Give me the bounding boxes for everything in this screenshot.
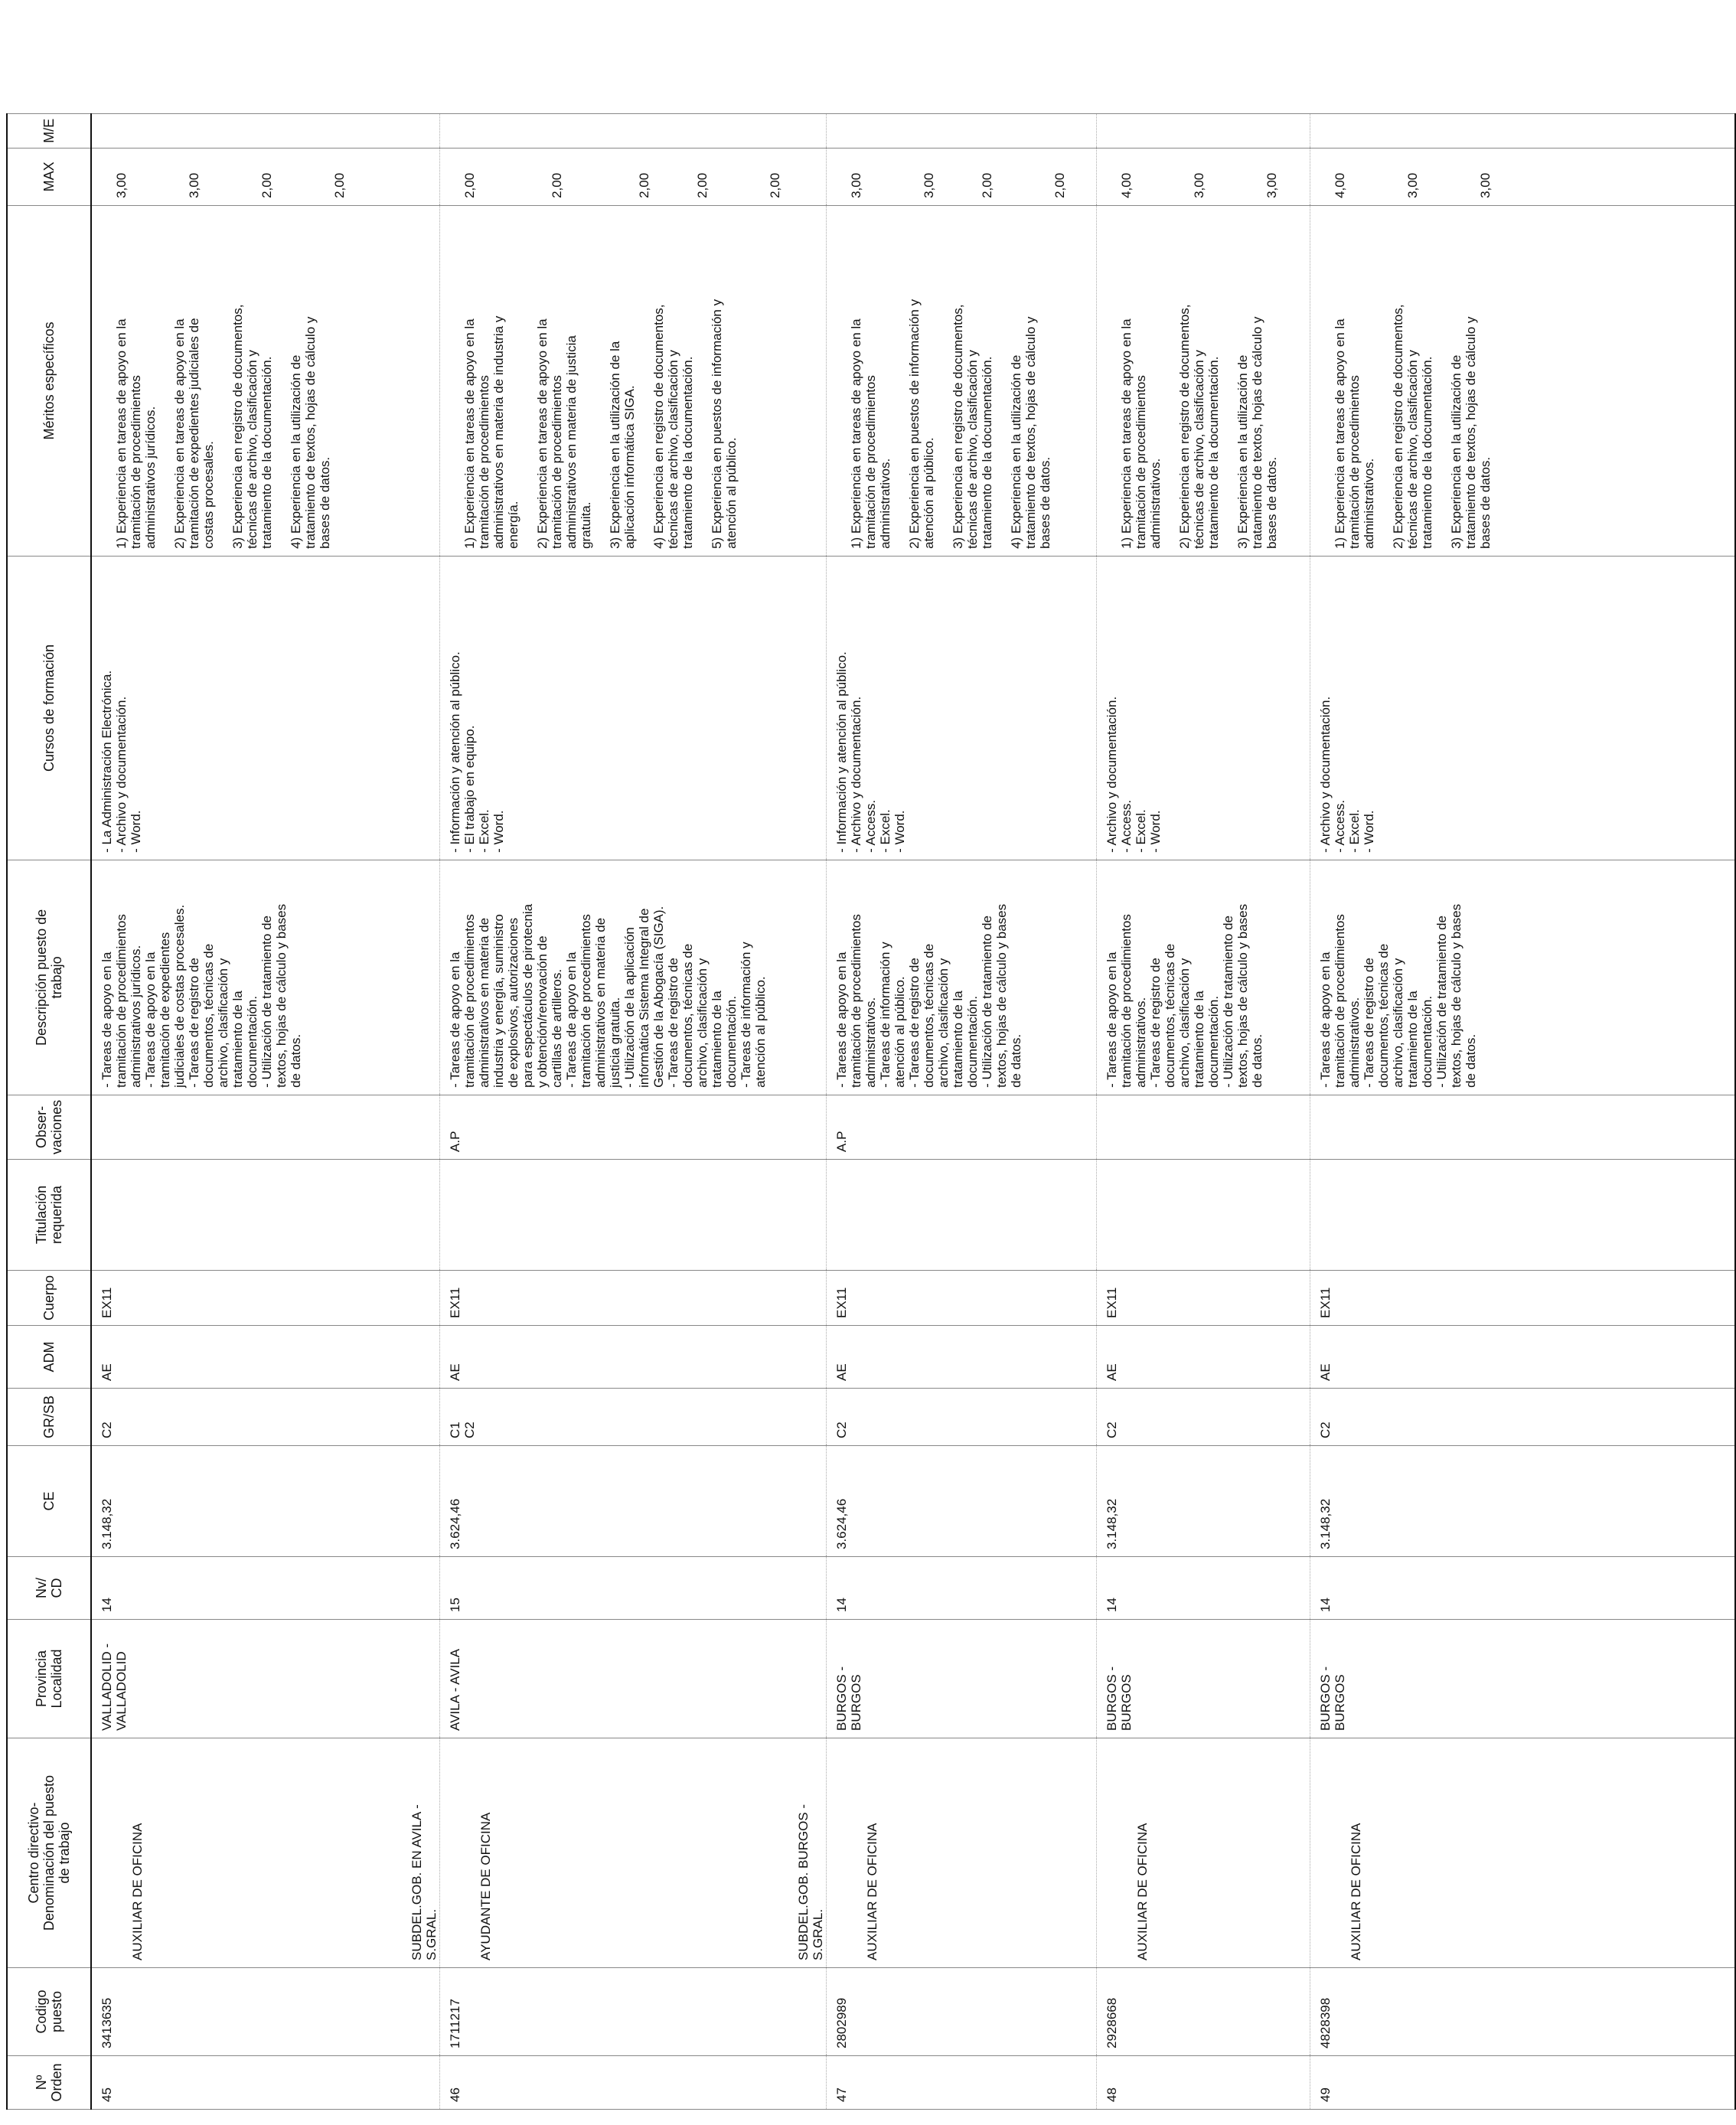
max-value: 2,00 [550,172,564,198]
cell-titulacion [91,1159,440,1270]
cell-centro [1097,1738,1310,1968]
cell-cursos: - Archivo y documentación. - Access. - Excel. - Word. [1310,556,1736,860]
table-row [91,113,440,2109]
merito-item: 2) Experiencia en tareas de apoyo en la tramitación de expedientes judiciales de costas procesales. [172,318,216,549]
header-grupo: GR/SB [7,1389,91,1446]
merito-item: 3) Experiencia en la utilización de tratamiento de textos, hojas de cálculo y bases de datos. [1235,316,1279,549]
centro-directivo: SUBDEL.GOB. BURGOS - S.GRAL. [796,1803,825,1960]
cell-centro [796,1738,1097,1968]
max-value: 3,00 [114,172,129,198]
cell-observaciones: A.P [827,1095,1097,1159]
cell-descripcion: - Tareas de apoyo en la tramitación de procedimientos administrativos. - Tareas de información y atención al público. - Tareas de registro de documentos, técnicas de archivo, clasificación y tratamiento de la documentación. - Utilización de tratamiento de textos, hojas de cálculo y bases de datos. [827,860,1097,1095]
cell-max [1097,148,1310,205]
cell-codigo: 1711217 [440,1968,827,2056]
cell-grupo: C2 [1310,1389,1736,1446]
max-value: 2,00 [768,172,782,198]
cell-observaciones [1097,1095,1310,1159]
cell-nivel: 15 [440,1557,827,1620]
cell-centro [410,1738,827,1968]
merito-item: 4) Experiencia en registro de documentos, técnicas de archivo, clasificación y tratamiento de la documentación. [651,304,695,549]
cell-ce: 3.624,46 [827,1446,1097,1557]
cell-adm: AE [1097,1326,1310,1389]
cell-orden: 47 [827,2056,1097,2110]
cell-me [91,113,440,148]
table-row [1097,113,1310,2109]
cell-titulacion [827,1159,1097,1270]
cell-meritos [91,205,440,556]
header-cuerpo: Cuerpo [7,1270,91,1325]
cell-descripcion: - Tareas de apoyo en la tramitación de procedimientos administrativos. - Tareas de registro de documentos, técnicas de archivo, clasificación y tratamiento de la documentación. - Utilización de tratamiento de textos, hojas de cálculo y bases de datos. [1097,860,1310,1095]
merito-item: 1) Experiencia en tareas de apoyo en la tramitación de procedimientos administrativos jurídicos. [114,318,158,549]
cell-meritos [827,205,1097,556]
merito-item: 3) Experiencia en la utilización de la aplicación informática SIGA. [608,341,637,549]
max-value: 3,00 [1478,172,1493,198]
cell-provincia: BURGOS - BURGOS [1310,1620,1736,1738]
header-titulacion: Titulación requerida [7,1159,91,1270]
merito-item: 1) Experiencia en tareas de apoyo en la tramitación de procedimientos administrativos. [1119,318,1163,549]
max-value: 4,00 [1119,172,1134,198]
cell-cuerpo: EX11 [1097,1270,1310,1325]
cell-observaciones [91,1095,440,1159]
cell-centro [91,1738,440,1968]
denominacion: AUXILIAR DE OFICINA [1135,1823,1150,1960]
max-value: 4,00 [1333,172,1347,198]
cell-cursos: - Archivo y documentación. - Access. - Excel. - Word. [1097,556,1310,860]
cell-cuerpo: EX11 [91,1270,440,1325]
cell-adm: AE [827,1326,1097,1389]
cell-cursos: - Información y atención al público. - El trabajo en equipo. - Excel. - Word. [440,556,827,860]
table-body [91,113,1735,2109]
max-value: 2,00 [1052,172,1067,198]
cell-descripcion: - Tareas de apoyo en la tramitación de procedimientos administrativos en materia de industria y energía, suministro de explosivos, autorizaciones para espectáculos de pirotecnia y obtención/renovación de cartillas de artilleros. - Tareas de apoyo en la tramitación de procedimientos administrativos en materia de justicia gratuita. - Utilización de la aplicación informática Sistema Integral de Gestión de la Abogacía (SIGA). - Tareas de registro de documentos, técnicas de archivo, clasificación y tratamiento de la documentación. - Tareas de información y atención al público. [440,860,827,1095]
cell-nivel: 14 [827,1557,1097,1620]
header-provincia: Provincia Localidad [7,1620,91,1738]
centro-directivo: SUBDEL.GOB. EN AVILA - S.GRAL. [410,1804,439,1960]
max-value: 3,00 [1405,172,1420,198]
cell-grupo: C2 [827,1389,1097,1446]
header-ce: CE [7,1446,91,1557]
header-nivel: Nv/ CD [7,1557,91,1620]
cell-me [1097,113,1310,148]
header-adm: ADM [7,1326,91,1389]
cell-nivel: 14 [91,1557,440,1620]
cell-me [1310,113,1736,148]
cell-titulacion [1097,1159,1310,1270]
merito-item: 3) Experiencia en la utilización de tratamiento de textos, hojas de cálculo y bases de datos. [1449,316,1493,549]
cell-grupo: C2 [91,1389,440,1446]
cell-cuerpo: EX11 [1310,1270,1736,1325]
merito-item: 2) Experiencia en tareas de apoyo en la tramitación de procedimientos administrativos en materia de justicia gratuita. [535,318,593,549]
cell-titulacion [440,1159,827,1270]
cell-adm: AE [440,1326,827,1389]
cell-ce: 3.624,46 [440,1446,827,1557]
max-value: 2,00 [259,172,274,198]
cell-meritos [440,205,827,556]
max-value: 3,00 [922,172,936,198]
merito-item: 1) Experiencia en tareas de apoyo en la tramitación de procedimientos administrativos. [1333,318,1376,549]
header-observaciones: Obser- vaciones [7,1095,91,1159]
table-row [1310,113,1736,2109]
cell-orden: 45 [91,2056,440,2110]
table-row [827,113,1097,2109]
merito-item: 2) Experiencia en registro de documentos, técnicas de archivo, clasificación y tratamiento de la documentación. [1177,304,1221,549]
header-descripcion: Descripción puesto de trabajo [7,860,91,1095]
cell-meritos [1097,205,1310,556]
cell-provincia: VALLADOLID - VALLADOLID [91,1620,440,1738]
header-codigo: Codigo puesto [7,1968,91,2056]
cell-ce: 3.148,32 [1097,1446,1310,1557]
table-row [440,113,827,2109]
cell-ce: 3.148,32 [1310,1446,1736,1557]
cell-descripcion: - Tareas de apoyo en la tramitación de procedimientos administrativos. - Tareas de registro de documentos, técnicas de archivo, clasificación y tratamiento de la documentación. - Utilización de tratamiento de textos, hojas de cálculo y bases de datos. [1310,860,1736,1095]
cell-adm: AE [91,1326,440,1389]
cell-nivel: 14 [1097,1557,1310,1620]
cell-codigo: 2928668 [1097,1968,1310,2056]
cell-meritos [1310,205,1736,556]
cell-observaciones [1310,1095,1736,1159]
cell-provincia: BURGOS - BURGOS [827,1620,1097,1738]
max-value: 3,00 [1192,172,1206,198]
cell-orden: 46 [440,2056,827,2110]
cell-descripcion: - Tareas de apoyo en la tramitación de procedimientos administrativos jurídicos. - Tareas de apoyo en la tramitación de expedientes judiciales de costas procesales. - Tareas de registro de documentos, técnicas de archivo, clasificación y tratamiento de la documentación. - Utilización de tratamiento de textos, hojas de cálculo y bases de datos. [91,860,440,1095]
cell-titulacion [1310,1159,1736,1270]
max-value: 2,00 [637,172,651,198]
merito-item: 3) Experiencia en registro de documentos, técnicas de archivo, clasificación y tratamiento de la documentación. [230,304,274,549]
merito-item: 3) Experiencia en registro de documentos, técnicas de archivo, clasificación y tratamiento de la documentación. [951,304,994,549]
header-orden: Nº Orden [7,2056,91,2110]
merito-item: 4) Experiencia en la utilización de tratamiento de textos, hojas de cálculo y bases de datos. [289,316,332,549]
cell-cursos: - Información y atención al público. - Archivo y documentación. - Access. - Excel. - Word. [827,556,1097,860]
cell-ce: 3.148,32 [91,1446,440,1557]
cell-cuerpo: EX11 [440,1270,827,1325]
max-value: 2,00 [462,172,477,198]
denominacion: AUXILIAR DE OFICINA [1349,1823,1363,1960]
merito-item: 1) Experiencia en tareas de apoyo en la tramitación de procedimientos administrativos. [849,318,892,549]
cell-provincia: AVILA - AVILA [440,1620,827,1738]
cell-adm: AE [1310,1326,1736,1389]
positions-table [6,113,1736,2110]
max-value: 3,00 [187,172,201,198]
cell-grupo: C1 C2 [440,1389,827,1446]
cell-nivel: 14 [1310,1557,1736,1620]
table-header [7,113,91,2109]
max-value: 2,00 [332,172,347,198]
cell-centro [1310,1738,1736,1968]
cell-codigo: 2802989 [827,1968,1097,2056]
max-value: 2,00 [980,172,994,198]
cell-me [440,113,827,148]
header-cursos: Cursos de formación [7,556,91,860]
merito-item: 4) Experiencia en la utilización de tratamiento de textos, hojas de cálculo y bases de datos. [1009,316,1052,549]
cell-codigo: 4828398 [1310,1968,1736,2056]
max-value: 3,00 [849,172,863,198]
max-value: 3,00 [1264,172,1279,198]
denominacion: AUXILIAR DE OFICINA [865,1823,879,1960]
cell-cuerpo: EX11 [827,1270,1097,1325]
cell-cursos: - La Administración Electrónica. - Archivo y documentación. - Word. [91,556,440,860]
denominacion: AYUDANTE DE OFICINA [478,1812,493,1960]
merito-item: 5) Experiencia en puestos de información y atención al público. [710,299,739,549]
header-meritos: Méritos específicos [7,205,91,556]
cell-orden: 48 [1097,2056,1310,2110]
header-max: MAX [7,148,91,205]
merito-item: 2) Experiencia en puestos de información y atención al público. [907,299,936,549]
cell-max [440,148,827,205]
cell-me [827,113,1097,148]
header-me: M/E [7,113,91,148]
cell-max [91,148,440,205]
max-value: 2,00 [695,172,710,198]
cell-codigo: 3413635 [91,1968,440,2056]
cell-max [827,148,1097,205]
cell-grupo: C2 [1097,1389,1310,1446]
cell-max [1310,148,1736,205]
merito-item: 2) Experiencia en registro de documentos, técnicas de archivo, clasificación y tratamiento de la documentación. [1391,304,1434,549]
cell-orden: 49 [1310,2056,1736,2110]
cell-provincia: BURGOS - BURGOS [1097,1620,1310,1738]
merito-item: 1) Experiencia en tareas de apoyo en la tramitación de procedimientos administrativos en materia de industria y energía. [462,315,520,549]
cell-observaciones: A.P [440,1095,827,1159]
denominacion: AUXILIAR DE OFICINA [130,1823,145,1960]
header-centro: Centro directivo- Denominación del puesto de trabajo [7,1738,91,1968]
